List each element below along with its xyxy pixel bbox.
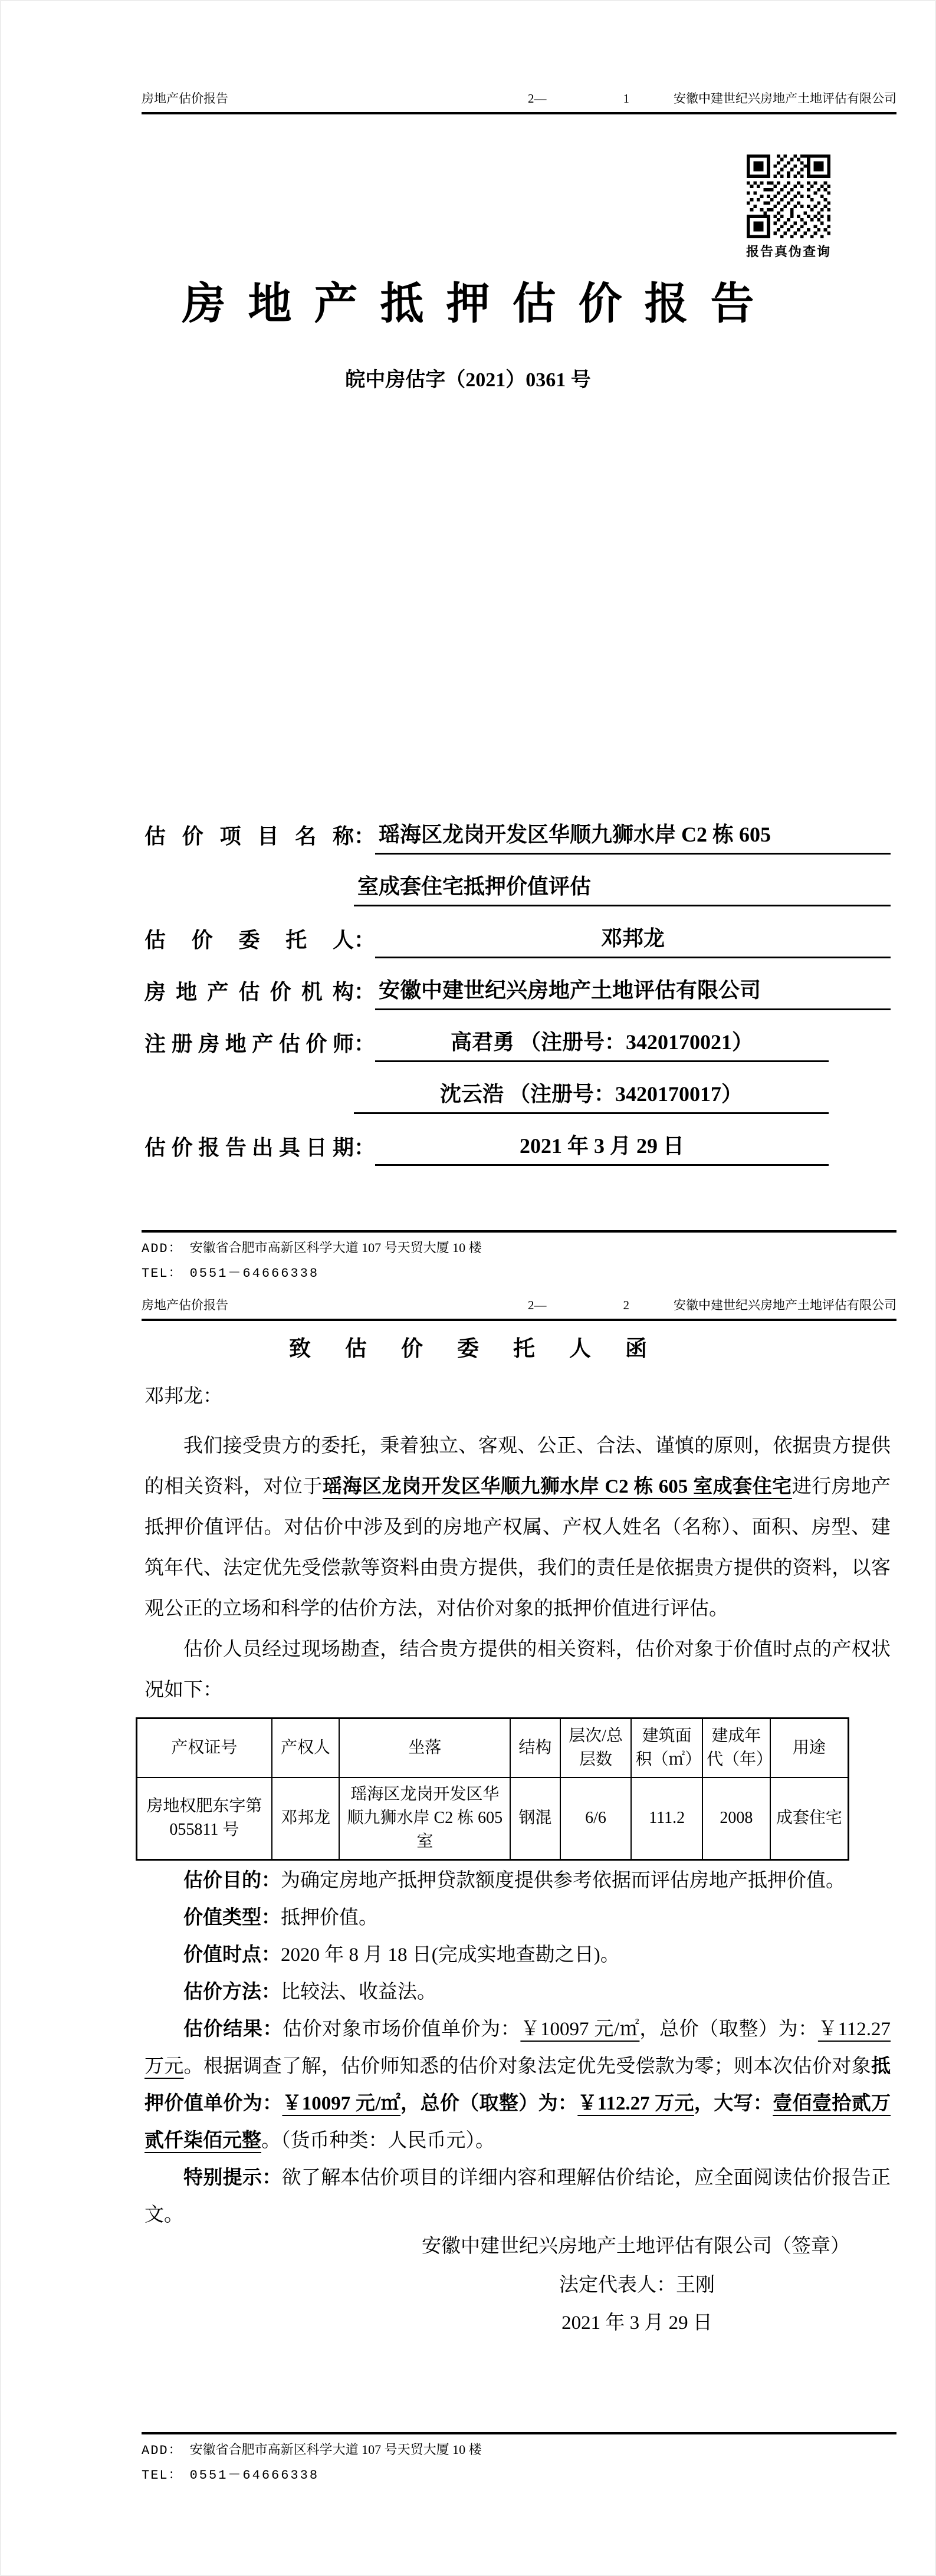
field-row-appraiser-2 (144, 1080, 829, 1114)
footer-address (142, 1240, 896, 1257)
footer-address-value: 安徽省合肥市高新区科学大道 107 号天贸大厦 10 楼 (189, 2442, 482, 2457)
field-label: 注册房地产估价师 (144, 1032, 354, 1056)
cell-use: 成套住宅 (770, 1777, 849, 1860)
field-colon: ： (354, 980, 376, 1004)
signature-date: 2021 年 3 月 29 日 (561, 2312, 712, 2334)
footer-address-label: ADD： (142, 1241, 183, 1256)
field-row-appraiser-1 (144, 1029, 829, 1062)
page-total: 2— (528, 1298, 547, 1312)
page1-running-header (142, 91, 896, 114)
field-value: 高君勇 （注册号：3420170021） (375, 1029, 829, 1062)
page-indicator (528, 1297, 629, 1313)
item-purpose: 估价目的：为确定房地产抵押贷款额度提供参考依据而评估房地产抵押价值。 (183, 1870, 845, 1891)
cell-owner: 邓邦龙 (272, 1777, 340, 1860)
page-total: 2— (528, 91, 547, 106)
item-special-note: 特别提示：欲了解本估价项目的详细内容和理解估价结论，应全面阅读估价报告正文。 (144, 2167, 891, 2226)
cell-structure: 钢混 (510, 1777, 560, 1860)
item-value-date: 价值时点：2020 年 8 月 18 日(完成实地查勘之日)。 (183, 1944, 620, 1966)
field-label: 房地产估价机构 (144, 980, 354, 1004)
field-value: 2021 年 3 月 29 日 (375, 1132, 829, 1166)
footer-address-label: ADD： (142, 2443, 183, 2458)
signature-legal-rep: 法定代表人：王刚 (559, 2275, 715, 2296)
col-header-location: 坐落 (339, 1719, 510, 1777)
item-method: 估价方法：比较法、收益法。 (183, 1982, 436, 2003)
field-value: 瑶海区龙岗开发区华顺九狮水岸 C2 栋 605 (375, 821, 891, 855)
col-header-area: 建筑面积（㎡） (631, 1719, 702, 1777)
footer-phone (142, 1264, 896, 1282)
running-header-company: 安徽中建世纪兴房地产土地评估有限公司 (674, 1298, 896, 1312)
cell-location: 瑶海区龙岗开发区华顺九狮水岸 C2 栋 605 室 (339, 1777, 510, 1860)
running-header-company: 安徽中建世纪兴房地产土地评估有限公司 (674, 91, 896, 106)
document-title: 房地产抵押估价报告 (182, 280, 777, 328)
footer-phone (142, 2466, 896, 2484)
property-table-wrap (136, 1717, 849, 1861)
field-colon: ： (354, 1136, 376, 1159)
field-row-project-name-cont (144, 873, 891, 906)
page-number: 1 (623, 91, 629, 106)
col-header-cert-no: 产权证号 (137, 1719, 272, 1777)
field-label: 估价委托人 (144, 928, 354, 952)
col-header-year: 建成年代（年） (702, 1719, 770, 1777)
field-row-issue-date (144, 1132, 829, 1166)
document-number: 皖中房估字（2021）0361 号 (345, 369, 591, 391)
footer-address-value: 安徽省合肥市高新区科学大道 107 号天贸大厦 10 楼 (189, 1240, 482, 1255)
field-value: 邓邦龙 (375, 925, 891, 958)
cell-floor: 6/6 (560, 1777, 632, 1860)
item-result: 估价结果：估价对象市场价值单价为：￥10097 元/㎡，总价（取整）为：￥112.27 万元。根据调查了解，估价师知悉的估价对象法定优先受偿款为零；则本次估价对象抵押价值单价为：￥10097 元/㎡，总价（取整）为：￥112.27 万元，大写：壹佰壹拾贰万贰仟柒佰元整。（货币种类：人民币元）。 (144, 2019, 891, 2151)
footer-phone-value: 0551－64666338 (189, 2468, 320, 2483)
table-row (137, 1777, 849, 1860)
cell-area: 111.2 (631, 1777, 702, 1860)
letter-paragraph-1: 我们接受贵方的委托，秉着独立、客观、公正、合法、谨慎的原则，依据贵方提供的相关资料，对位于瑶海区龙岗开发区华顺九狮水岸 C2 栋 605 室成套住宅进行房地产抵押价值评估。对估价中涉及到的房地产权属、产权人姓名（名称）、面积、房型、建筑年代、法定优先受偿款等资料由贵方提供，我们的责任是依据贵方提供的资料，以客观公正的立场和科学的估价方法，对估价对象的抵押价值进行评估。 (144, 1435, 891, 1619)
letter-paragraph-2: 估价人员经过现场勘查，结合贵方提供的相关资料，估价对象于价值时点的产权状况如下： (144, 1639, 891, 1701)
field-colon: ： (354, 1032, 376, 1056)
page-number: 2 (623, 1298, 629, 1312)
item-value-type: 价值类型：抵押价值。 (183, 1907, 378, 1928)
page1-footer (142, 1230, 896, 1282)
page2-running-header (142, 1297, 896, 1321)
footer-phone-value: 0551－64666338 (189, 1266, 320, 1281)
appraisal-items (144, 1862, 891, 2234)
field-value: 沈云浩 （注册号：3420170017） (354, 1080, 829, 1114)
footer-phone-label: TEL： (142, 2468, 183, 2483)
col-header-use: 用途 (770, 1719, 849, 1777)
cell-cert-no: 房地权肥东字第 055811 号 (137, 1777, 272, 1860)
running-header-title: 房地产估价报告 (142, 91, 228, 106)
col-header-floor: 层次/总层数 (560, 1719, 632, 1777)
cell-year: 2008 (702, 1777, 770, 1860)
footer-address (142, 2442, 896, 2459)
footer-phone-label: TEL： (142, 1266, 183, 1281)
field-label: 估价报告出具日期 (144, 1136, 354, 1159)
field-row-project-name (144, 821, 891, 855)
col-header-owner: 产权人 (272, 1719, 340, 1777)
letter-salutation: 邓邦龙： (144, 1386, 222, 1407)
field-label (144, 902, 354, 906)
running-header-title: 房地产估价报告 (142, 1298, 228, 1312)
signature-company: 安徽中建世纪兴房地产土地评估有限公司（签章） (422, 2236, 850, 2257)
page2-footer (142, 2432, 896, 2484)
property-table (136, 1717, 849, 1861)
qr-caption: 报告真伪查询 (745, 244, 831, 259)
letter-title: 致估价委托人函 (289, 1337, 681, 1361)
field-row-client (144, 925, 891, 958)
field-value: 室成套住宅抵押价值评估 (354, 873, 891, 906)
field-value: 安徽中建世纪兴房地产土地评估有限公司 (375, 977, 891, 1010)
field-colon: ： (354, 928, 376, 952)
field-colon: ： (354, 824, 376, 848)
col-header-structure: 结构 (510, 1719, 560, 1777)
qr-code-icon (747, 155, 830, 238)
table-header-row (137, 1719, 849, 1777)
field-row-agency (144, 977, 891, 1010)
field-label (144, 1109, 354, 1114)
field-label: 估价项目名称 (144, 824, 354, 848)
page-indicator (528, 91, 629, 106)
